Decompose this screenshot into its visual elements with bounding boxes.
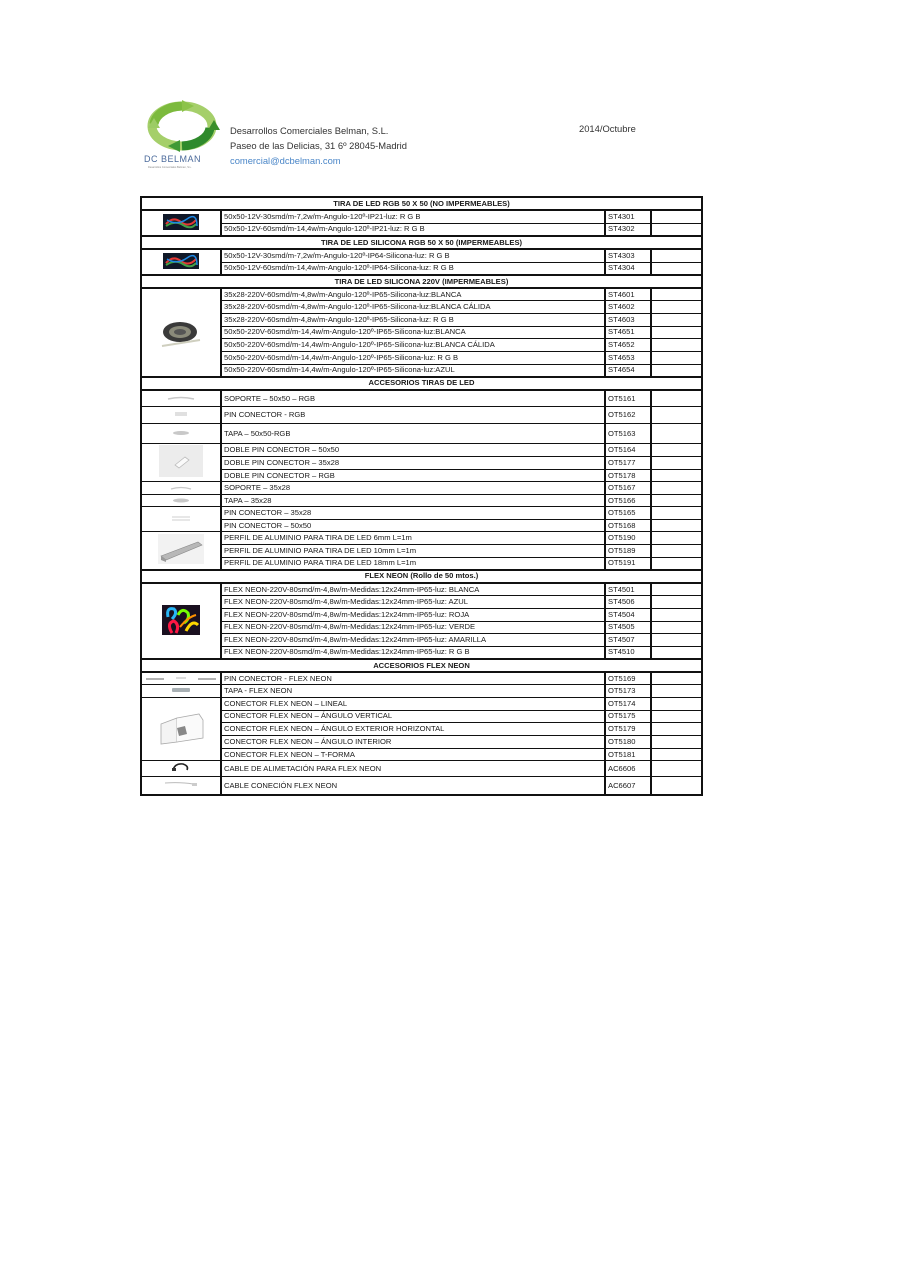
- product-description: DOBLE PIN CONECTOR – RGB: [221, 469, 605, 482]
- product-image-cell: [141, 761, 221, 777]
- table-row: [141, 313, 702, 326]
- product-image-cell: [141, 210, 221, 236]
- price-cell: [651, 313, 702, 326]
- product-code: ST4304: [605, 262, 651, 275]
- section-title: ACCESORIOS FLEX NEON: [141, 659, 702, 672]
- product-description: FLEX NEON-220V-80smd/m-4,8w/m-Medidas:12x24mm-IP65-luz: R G B: [221, 646, 605, 659]
- price-cell: [651, 249, 702, 262]
- price-cell: [651, 685, 702, 698]
- table-row: [141, 223, 702, 236]
- product-description: PERFIL DE ALUMINIO PARA TIRA DE LED 6mm L=1m: [221, 532, 605, 545]
- price-cell: [651, 444, 702, 457]
- product-description: CABLE DE ALIMETACIÓN PARA FLEX NEON: [221, 761, 605, 777]
- section-header-row: [141, 377, 702, 390]
- price-cell: [651, 646, 702, 659]
- product-code: OT5167: [605, 482, 651, 495]
- table-row: [141, 288, 702, 301]
- product-code: ST4302: [605, 223, 651, 236]
- end-cap-image: [172, 498, 190, 503]
- product-description: DOBLE PIN CONECTOR – 50x50: [221, 444, 605, 457]
- section-header-row: [141, 197, 702, 210]
- table-row: [141, 210, 702, 223]
- table-row: [141, 672, 702, 685]
- product-code: ST4654: [605, 364, 651, 377]
- table-row: [141, 621, 702, 634]
- product-code: ST4653: [605, 351, 651, 364]
- table-row: [141, 326, 702, 339]
- product-code: OT5189: [605, 545, 651, 558]
- table-row: [141, 608, 702, 621]
- pin-connector-image: [170, 514, 192, 522]
- product-code: ST4301: [605, 210, 651, 223]
- company-info: [230, 123, 407, 168]
- product-code: ST4603: [605, 313, 651, 326]
- end-cap-image: [172, 430, 190, 436]
- product-description: 50x50-12V-60smd/m-14,4w/m-Angulo-120º-IP21-luz: R G B: [221, 223, 605, 236]
- price-cell: [651, 777, 702, 795]
- table-row: [141, 364, 702, 377]
- product-description: SOPORTE – 35x28: [221, 482, 605, 495]
- table-row: [141, 482, 702, 495]
- product-code: OT5166: [605, 494, 651, 507]
- price-cell: [651, 494, 702, 507]
- table-row: [141, 507, 702, 520]
- section-title: TIRA DE LED SILICONA RGB 50 X 50 (IMPERMEABLES): [141, 236, 702, 249]
- product-description: PIN CONECTOR - FLEX NEON: [221, 672, 605, 685]
- price-cell: [651, 262, 702, 275]
- price-cell: [651, 424, 702, 444]
- product-image-cell: [141, 777, 221, 795]
- table-row: [141, 390, 702, 407]
- price-cell: [651, 407, 702, 424]
- svg-text:DC BELMAN: DC BELMAN: [144, 154, 202, 164]
- product-description: CONECTOR FLEX NEON – T-FORMA: [221, 748, 605, 761]
- price-cell: [651, 482, 702, 495]
- product-code: OT5177: [605, 457, 651, 470]
- dc-belman-logo: [142, 98, 222, 170]
- product-image-cell: [141, 532, 221, 570]
- section-title: TIRA DE LED RGB 50 X 50 (NO IMPERMEABLES): [141, 197, 702, 210]
- product-description: 50x50-220V-60smd/m-14,4w/m-Angulo-120º-IP65-Silicona-luz:AZUL: [221, 364, 605, 377]
- section-header-row: [141, 236, 702, 249]
- product-code: OT5179: [605, 723, 651, 736]
- product-image-cell: [141, 494, 221, 507]
- price-cell: [651, 748, 702, 761]
- product-description: FLEX NEON-220V-80smd/m-4,8w/m-Medidas:12x24mm-IP65-luz: AMARILLA: [221, 634, 605, 647]
- price-cell: [651, 326, 702, 339]
- table-row: [141, 557, 702, 570]
- table-row: [141, 339, 702, 352]
- price-cell: [651, 672, 702, 685]
- price-cell: [651, 621, 702, 634]
- price-cell: [651, 532, 702, 545]
- product-image-cell: [141, 444, 221, 482]
- svg-text:Desarrollos Comerciales Belman: Desarrollos Comerciales Belman, S.L.: [148, 166, 192, 169]
- product-code: ST4507: [605, 634, 651, 647]
- product-description: SOPORTE – 50x50 – RGB: [221, 390, 605, 407]
- product-code: OT5169: [605, 672, 651, 685]
- table-row: [141, 249, 702, 262]
- table-row: [141, 583, 702, 596]
- product-description: FLEX NEON-220V-80smd/m-4,8w/m-Medidas:12x24mm-IP65-luz: AZUL: [221, 596, 605, 609]
- product-code: ST4510: [605, 646, 651, 659]
- product-code: ST4504: [605, 608, 651, 621]
- product-description: 50x50-220V-60smd/m-14,4w/m-Angulo-120º-IP65-Silicona-luz:BLANCA CÁLIDA: [221, 339, 605, 352]
- product-image-cell: [141, 390, 221, 407]
- rgb-silicone-led-strip-image: [163, 253, 199, 269]
- table-row: [141, 777, 702, 795]
- section-header-row: [141, 659, 702, 672]
- table-row: [141, 545, 702, 558]
- table-row: [141, 457, 702, 470]
- product-image-cell: [141, 424, 221, 444]
- recycle-arrows-icon: [142, 98, 222, 170]
- product-description: FLEX NEON-220V-80smd/m-4,8w/m-Medidas:12x24mm-IP65-luz: BLANCA: [221, 583, 605, 596]
- price-cell: [651, 608, 702, 621]
- price-cell: [651, 351, 702, 364]
- table-row: [141, 685, 702, 698]
- table-row: [141, 634, 702, 647]
- product-code: OT5168: [605, 519, 651, 532]
- price-cell: [651, 519, 702, 532]
- product-description: 35x28-220V-60smd/m-4,8w/m-Angulo-120º-IP65-Silicona-luz: R G B: [221, 313, 605, 326]
- product-code: OT5163: [605, 424, 651, 444]
- product-description: CONECTOR FLEX NEON – ÁNGULO EXTERIOR HORIZONTAL: [221, 723, 605, 736]
- rgb-led-strip-image: [163, 214, 199, 230]
- product-description: PIN CONECTOR – 35x28: [221, 507, 605, 520]
- product-description: 50x50-12V-60smd/m-14,4w/m-Angulo-120º-IP64-Silicona-luz: R G B: [221, 262, 605, 275]
- price-cell: [651, 210, 702, 223]
- product-code: OT5178: [605, 469, 651, 482]
- price-cell: [651, 596, 702, 609]
- table-row: [141, 736, 702, 749]
- flex-neon-image: [162, 605, 200, 635]
- price-cell: [651, 723, 702, 736]
- aluminium-profile-image: [158, 534, 204, 564]
- product-code: OT5165: [605, 507, 651, 520]
- product-description: PIN CONECTOR - RGB: [221, 407, 605, 424]
- price-cell: [651, 697, 702, 710]
- product-code: OT5190: [605, 532, 651, 545]
- company-email-link[interactable]: comercial@dcbelman.com: [230, 155, 341, 166]
- price-cell: [651, 457, 702, 470]
- pin-connector-flex-image: [146, 675, 216, 681]
- price-cell: [651, 469, 702, 482]
- product-code: ST4602: [605, 301, 651, 314]
- table-row: [141, 723, 702, 736]
- price-list-table: [140, 196, 703, 796]
- table-row: [141, 697, 702, 710]
- product-image-cell: [141, 482, 221, 495]
- price-cell: [651, 736, 702, 749]
- product-code: AC6606: [605, 761, 651, 777]
- flex-neon-connector-image: [155, 708, 207, 748]
- table-row: [141, 424, 702, 444]
- product-description: CONECTOR FLEX NEON – LINEAL: [221, 697, 605, 710]
- product-code: ST4601: [605, 288, 651, 301]
- price-cell: [651, 634, 702, 647]
- section-header-row: [141, 570, 702, 583]
- product-image-cell: [141, 697, 221, 760]
- table-row: [141, 761, 702, 777]
- product-description: 35x28-220V-60smd/m-4,8w/m-Angulo-120º-IP65-Silicona-luz:BLANCA CÁLIDA: [221, 301, 605, 314]
- product-description: PERFIL DE ALUMINIO PARA TIRA DE LED 10mm L=1m: [221, 545, 605, 558]
- product-code: ST4501: [605, 583, 651, 596]
- led-strip-reel-image: [158, 308, 204, 354]
- product-description: PIN CONECTOR – 50x50: [221, 519, 605, 532]
- table-row: [141, 469, 702, 482]
- product-description: 50x50-220V-60smd/m-14,4w/m-Angulo-120º-IP65-Silicona-luz:BLANCA: [221, 326, 605, 339]
- product-description: TAPA – 35x28: [221, 494, 605, 507]
- company-name: Desarrollos Comerciales Belman, S.L.: [230, 125, 389, 136]
- product-code: OT5191: [605, 557, 651, 570]
- document-date: 2014/Octubre: [579, 123, 636, 134]
- company-address: Paseo de las Delicias, 31 6º 28045-Madrid: [230, 140, 407, 151]
- product-code: OT5181: [605, 748, 651, 761]
- price-cell: [651, 339, 702, 352]
- product-description: 35x28-220V-60smd/m-4,8w/m-Angulo-120º-IP65-Silicona-luz:BLANCA: [221, 288, 605, 301]
- product-image-cell: [141, 249, 221, 275]
- product-description: CONECTOR FLEX NEON – ÁNGULO INTERIOR: [221, 736, 605, 749]
- product-description: DOBLE PIN CONECTOR – 35x28: [221, 457, 605, 470]
- price-cell: [651, 557, 702, 570]
- table-row: [141, 748, 702, 761]
- product-code: AC6607: [605, 777, 651, 795]
- table-row: [141, 519, 702, 532]
- product-code: OT5175: [605, 710, 651, 723]
- table-row: [141, 646, 702, 659]
- product-image-cell: [141, 288, 221, 377]
- table-row: [141, 494, 702, 507]
- price-cell: [651, 301, 702, 314]
- price-cell: [651, 761, 702, 777]
- product-code: OT5164: [605, 444, 651, 457]
- product-description: PERFIL DE ALUMINIO PARA TIRA DE LED 18mm L=1m: [221, 557, 605, 570]
- table-row: [141, 710, 702, 723]
- price-cell: [651, 583, 702, 596]
- table-row: [141, 407, 702, 424]
- product-code: ST4303: [605, 249, 651, 262]
- product-image-cell: [141, 685, 221, 698]
- product-description: FLEX NEON-220V-80smd/m-4,8w/m-Medidas:12x24mm-IP65-luz: VERDE: [221, 621, 605, 634]
- price-cell: [651, 710, 702, 723]
- product-description: TAPA - FLEX NEON: [221, 685, 605, 698]
- product-description: TAPA – 50x50-RGB: [221, 424, 605, 444]
- product-code: OT5162: [605, 407, 651, 424]
- product-description: 50x50-12V-30smd/m-7,2w/m-Angulo-120º-IP64-Silicona-luz: R G B: [221, 249, 605, 262]
- product-code: OT5161: [605, 390, 651, 407]
- end-cap-flex-image: [170, 687, 192, 693]
- product-code: OT5174: [605, 697, 651, 710]
- table-row: [141, 301, 702, 314]
- section-header-row: [141, 275, 702, 288]
- table-row: [141, 444, 702, 457]
- product-code: ST4651: [605, 326, 651, 339]
- product-code: ST4505: [605, 621, 651, 634]
- price-cell: [651, 223, 702, 236]
- pin-connector-image: [173, 411, 189, 417]
- section-title: ACCESORIOS TIRAS DE LED: [141, 377, 702, 390]
- support-clip-image: [166, 395, 196, 401]
- product-image-cell: [141, 583, 221, 659]
- product-code: OT5173: [605, 685, 651, 698]
- product-code: ST4506: [605, 596, 651, 609]
- power-cable-image: [171, 762, 191, 772]
- table-row: [141, 262, 702, 275]
- table-row: [141, 351, 702, 364]
- double-pin-connector-image: [159, 445, 203, 477]
- table-row: [141, 596, 702, 609]
- product-image-cell: [141, 672, 221, 685]
- table-row: [141, 532, 702, 545]
- product-code: ST4652: [605, 339, 651, 352]
- connection-cable-image: [163, 780, 199, 788]
- section-title: TIRA DE LED SILICONA 220V (IMPERMEABLES): [141, 275, 702, 288]
- price-cell: [651, 390, 702, 407]
- product-description: FLEX NEON-220V-80smd/m-4,8w/m-Medidas:12x24mm-IP65-luz: ROJA: [221, 608, 605, 621]
- price-cell: [651, 545, 702, 558]
- price-cell: [651, 507, 702, 520]
- support-clip-image: [169, 486, 193, 490]
- product-image-cell: [141, 407, 221, 424]
- section-title: FLEX NEON (Rollo de 50 mtos.): [141, 570, 702, 583]
- product-description: 50x50-12V-30smd/m-7,2w/m-Angulo-120º-IP21-luz: R G B: [221, 210, 605, 223]
- price-cell: [651, 364, 702, 377]
- price-cell: [651, 288, 702, 301]
- product-code: OT5180: [605, 736, 651, 749]
- product-description: CONECTOR FLEX NEON – ÁNGULO VERTICAL: [221, 710, 605, 723]
- document-header: [0, 0, 906, 190]
- product-description: CABLE CONECIÓN FLEX NEON: [221, 777, 605, 795]
- product-description: 50x50-220V-60smd/m-14,4w/m-Angulo-120º-IP65-Silicona-luz: R G B: [221, 351, 605, 364]
- product-image-cell: [141, 507, 221, 532]
